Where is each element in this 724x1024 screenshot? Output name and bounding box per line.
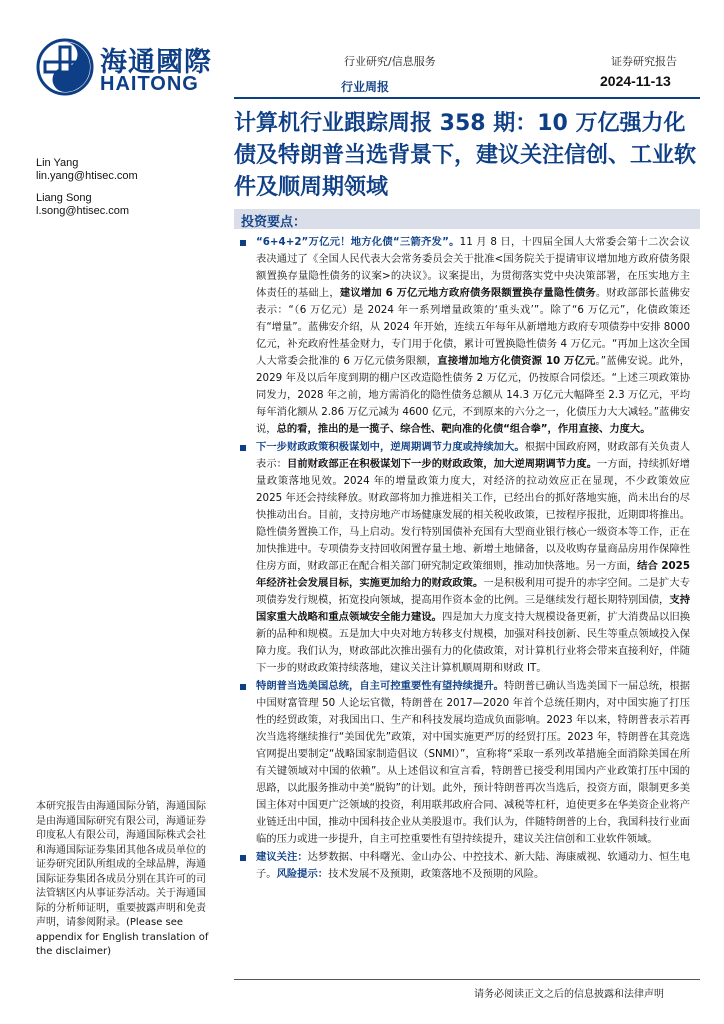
report-date: 2024-11-13 [600,73,671,89]
footer-notice: 请务必阅读正文之后的信息披露和法律声明 [474,989,664,1000]
point-bold: 总的看，推出的是一揽子、综合性、靶向准的化债“组合拳”，作用直接、力度大。 [276,423,651,435]
analyst-name: Lin Yang [36,157,79,169]
report-category: 行业研究/信息服务 [344,55,436,68]
key-point [238,678,690,848]
analyst-email[interactable]: lin.yang@htisec.com [36,170,138,182]
key-points-body [238,234,690,883]
point-lead: “6+4+2”万亿元！地方化债“三箭齐发”。 [256,236,460,248]
point-bold: 目前财政部正在积极谋划下一步的财政政策，加大逆周期调节力度。 [287,458,598,470]
risk-lead: 风险提示： [276,868,329,880]
key-point [238,849,690,883]
analyst-name: Liang Song [36,192,92,204]
analyst-email[interactable]: l.song@htisec.com [36,205,130,217]
point-text: 一方面，持续抓好增量政策落地见效。2024 年的增量政策力度大，对经济的拉动效应正在显现，不少政策效应 2025 年还会持续释放。财政部将加力推进相关工作，已经出台的抓好落地实施，尚未出台的尽快推动出台。目前，支持房地产市场健康发展的相关税收政策，已按程序报批，近期即将推出。隐性债务置换工作，马上启动。发行特别国债补充国有大型商业银行核心一级资本等工作，正在加快推进中。专项债券支持回收闲置存量土地、新增土地储备，以及收购存量商品房用作保障性住房方面，财政部正在配合相关部门研究制定政策细则，推动加快落地。另一方面， [256,458,691,572]
point-bold: 结合 2025 年经济社会发展目标，实施更加给力的财政政策。 [256,560,691,589]
key-points-title: 投资要点： [241,215,307,230]
point-text: 特朗普已确认当选美国下一届总统，根据中国财富管理 50 人论坛官微，特朗普在 2017—2020 年首个总统任期内，对中国实施了打压性的经贸政策，对我国出口、生产和科技发展均造成负面影响。2023 年以来，特朗普表示若再次当选将继续推行“美国优先”政策，对中国实施更严厉的经贸打压。2023 年，特朗普在其竞选官网提出要制定“战略国家制造倡议（SNMI）”，宣称将“采取一系列改革措施全面消除美国在所有关键领域对中国的依赖”。从上述倡议和宣言看，特朗普已接受利用国内产业政策打压中国的思路，以此服务推动中美“脱钩”的计划。此外，预计特朗普再次当选后，投资方面，限制更多美国主体对中国更广泛领域的投资，利用联邦政府合同、减税等杠杆，迫使更多在华美资企业将产业链迁出中国，推动中国科技企业从美股退市。我们认为，伴随特朗普的上台，我国科技行业面临的压力或进一步提升，自主可控重要性有望持续提升，建议关注信创和工业软件领域。 [256,680,691,845]
point-bold: 建议增加 6 万亿元地方政府债务限额置换存量隐性债务 [339,287,596,299]
report-series: 行业周报 [341,80,390,94]
analyst-block [36,192,129,218]
report-title: 计算机行业跟踪周报 358 期：10 万亿强力化债及特朗普当选背景下，建议关注信创、工业软件及顺周期领域 [234,111,697,200]
point-lead: 特朗普当选美国总统，自主可控重要性有望持续提升。 [256,680,505,692]
haitong-logo-icon [36,38,94,96]
bullet-icon [240,855,246,861]
point-text: 技术发展不及预期，政策落地不及预期的风险。 [328,868,545,880]
logo-text-en: HAITONG [100,73,199,95]
point-text: 根据中国政府网，财政部有关负责人表示： [256,441,691,470]
point-text: 四是加大力度支持大规模设备更新，扩大消费品以旧换新的品种和规模。五是加大中央对地方转移支付规模，加强对科技创新、民生等重点领域投入保障力度。我们认为，财政部此次推出强有力的化债政策，对计算机行业将会带来直接利好，伴随下一步的财政政策持续落地，建议关注计算机顺周期和财政 IT。 [256,611,690,674]
point-text: 11 月 8 日，十四届全国人大常委会第十二次会议表决通过了《全国人民代表大会常务委员会关于批准<国务院关于提请审议增加地方政府债务限额置换存量隐性债务的议案>的决议》。议案提出，为贯彻落实党中央决策部署，在压实地方主体责任的基础上， [256,236,690,299]
point-text: 一是积极利用可提升的赤字空间。二是扩大专项债券发行规模，拓宽投向领域，提高用作资本金的比例。三是继续发行超长期特别国债， [256,577,691,606]
point-text: 。财政部部长蓝佛安表示：“（6 万亿元）是 2024 年一系列增量政策的‘重头戏’”。除了“6 万亿元”，化债政策还有“增量”。蓝佛安介绍，从 2024 年开始，连续五年每年从新增地方政府专项债券中安排 8000 亿元，补充政府性基金财力，专门用于化债，累计可置换隐性债务 4 万亿元。“再加上这次全国人大常委会批准的 6 万亿元债务限额， [256,287,691,367]
point-bold: 直接增加地方化债资源 10 万亿元 [437,355,596,367]
point-text: 达梦数据、中科曙光、金山办公、中控技术、新大陆、海康威视、软通动力、恒生电子。 [256,851,690,880]
analyst-block [36,157,138,183]
footer-divider [234,979,700,980]
bullet-icon [240,445,246,451]
disclaimer-text: 本研究报告由海通国际分销，海通国际是由海通国际研究有限公司，海通证券印度私人有限公司，海通国际株式会社和海通国际证券集团其他各成员单位的证券研究团队所组成的全球品牌，海通国际证券集团各成员分别在其许可的司法管辖区内从事证券活动。关于海通国际的分析师证明，重要披露声明和免责声明，请参阅附录。(Please see appendix for English translation of the disclaimer) [36,801,209,957]
key-point [238,234,690,438]
bullet-icon [240,240,246,246]
logo-text-cn: 海通國際 [100,47,212,78]
point-text: 。”蓝佛安说。此外，2029 年及以后年度到期的棚户区改造隐性债务 2 万亿元，仍按原合同偿还。“上述三项政策协同发力，2028 年之前，地方需消化的隐性债务总额从 14.3 万亿元大幅降至 2.3 万亿元，平均每年消化额从 2.86 万亿元减为 4600 亿元，不到原来的六分之一，化债压力大大减轻。”蓝佛安说， [256,355,690,435]
point-lead: 建议关注： [256,851,308,863]
point-bold: 支持国家重大战略和重点领域安全能力建设。 [256,594,691,623]
header-divider [234,97,700,99]
key-point [238,439,690,677]
bullet-icon [240,684,246,690]
report-kind: 证券研究报告 [611,55,677,68]
point-lead: 下一步财政政策积极谋划中，逆周期调节力度或持续加大。 [256,441,525,453]
